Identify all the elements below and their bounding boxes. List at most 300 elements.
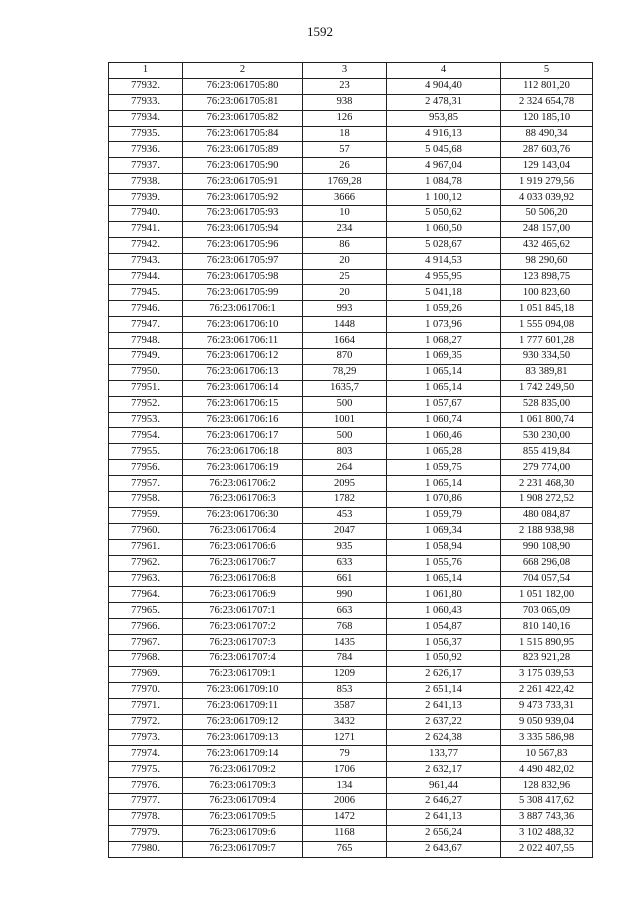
table-cell-col4: 1 065,14 bbox=[387, 571, 501, 587]
table-cell-col2: 76:23:061705:80 bbox=[183, 78, 303, 94]
table-cell-col2: 76:23:061706:8 bbox=[183, 571, 303, 587]
table-cell-col1: 77937. bbox=[109, 158, 183, 174]
table-cell-col3: 1168 bbox=[303, 825, 387, 841]
table-row bbox=[109, 269, 593, 285]
table-cell-col4: 1 056,37 bbox=[387, 635, 501, 651]
table-cell-col4: 1 065,14 bbox=[387, 380, 501, 396]
table-cell-col4: 1 060,46 bbox=[387, 428, 501, 444]
table-row bbox=[109, 412, 593, 428]
table-cell-col4: 5 050,62 bbox=[387, 206, 501, 222]
table-cell-col4: 953,85 bbox=[387, 110, 501, 126]
table-cell-col5: 528 835,00 bbox=[501, 396, 593, 412]
table-cell-col4: 1 059,26 bbox=[387, 301, 501, 317]
table-cell-col3: 768 bbox=[303, 619, 387, 635]
table-row bbox=[109, 396, 593, 412]
table-cell-col1: 77980. bbox=[109, 841, 183, 857]
table-cell-col2: 76:23:061706:7 bbox=[183, 555, 303, 571]
table-cell-col5: 3 102 488,32 bbox=[501, 825, 593, 841]
table-cell-col2: 76:23:061707:1 bbox=[183, 603, 303, 619]
table-cell-col2: 76:23:061709:13 bbox=[183, 730, 303, 746]
table-cell-col4: 1 065,14 bbox=[387, 364, 501, 380]
column-header-2: 2 bbox=[183, 63, 303, 79]
table-cell-col2: 76:23:061706:3 bbox=[183, 492, 303, 508]
table-cell-col5: 5 308 417,62 bbox=[501, 793, 593, 809]
table-cell-col5: 990 108,90 bbox=[501, 539, 593, 555]
table-cell-col1: 77966. bbox=[109, 619, 183, 635]
table-cell-col5: 1 555 094,08 bbox=[501, 317, 593, 333]
table-row bbox=[109, 507, 593, 523]
table-cell-col3: 25 bbox=[303, 269, 387, 285]
table-row bbox=[109, 221, 593, 237]
table-cell-col2: 76:23:061707:3 bbox=[183, 635, 303, 651]
table-cell-col3: 1769,28 bbox=[303, 174, 387, 190]
table-cell-col1: 77970. bbox=[109, 682, 183, 698]
table-row bbox=[109, 619, 593, 635]
table-cell-col3: 23 bbox=[303, 78, 387, 94]
table-cell-col5: 823 921,28 bbox=[501, 650, 593, 666]
table-cell-col1: 77935. bbox=[109, 126, 183, 142]
table-row bbox=[109, 333, 593, 349]
table-cell-col1: 77949. bbox=[109, 349, 183, 365]
table-cell-col2: 76:23:061706:2 bbox=[183, 476, 303, 492]
table-cell-col1: 77964. bbox=[109, 587, 183, 603]
table-cell-col1: 77979. bbox=[109, 825, 183, 841]
table-cell-col3: 765 bbox=[303, 841, 387, 857]
table-row bbox=[109, 110, 593, 126]
table-row bbox=[109, 364, 593, 380]
table-cell-col1: 77947. bbox=[109, 317, 183, 333]
table-cell-col4: 1 058,94 bbox=[387, 539, 501, 555]
table-cell-col4: 5 028,67 bbox=[387, 237, 501, 253]
table-row bbox=[109, 571, 593, 587]
table-row bbox=[109, 809, 593, 825]
table-cell-col4: 1 059,75 bbox=[387, 460, 501, 476]
table-cell-col2: 76:23:061709:7 bbox=[183, 841, 303, 857]
table-row bbox=[109, 237, 593, 253]
table-cell-col3: 453 bbox=[303, 507, 387, 523]
table-row bbox=[109, 555, 593, 571]
table-cell-col4: 1 070,86 bbox=[387, 492, 501, 508]
table-cell-col5: 88 490,34 bbox=[501, 126, 593, 142]
table-cell-col1: 77943. bbox=[109, 253, 183, 269]
table-cell-col1: 77934. bbox=[109, 110, 183, 126]
table-cell-col5: 128 832,96 bbox=[501, 778, 593, 794]
table-cell-col2: 76:23:061709:14 bbox=[183, 746, 303, 762]
table-cell-col4: 1 054,87 bbox=[387, 619, 501, 635]
table-cell-col1: 77957. bbox=[109, 476, 183, 492]
table-cell-col2: 76:23:061709:2 bbox=[183, 762, 303, 778]
table-cell-col1: 77974. bbox=[109, 746, 183, 762]
table-cell-col1: 77963. bbox=[109, 571, 183, 587]
table-cell-col2: 76:23:061709:4 bbox=[183, 793, 303, 809]
table-cell-col3: 234 bbox=[303, 221, 387, 237]
table-cell-col3: 1271 bbox=[303, 730, 387, 746]
table-cell-col3: 784 bbox=[303, 650, 387, 666]
table-cell-col5: 9 050 939,04 bbox=[501, 714, 593, 730]
table-cell-col5: 3 335 586,98 bbox=[501, 730, 593, 746]
table-cell-col3: 26 bbox=[303, 158, 387, 174]
table-cell-col1: 77962. bbox=[109, 555, 183, 571]
table-cell-col3: 1664 bbox=[303, 333, 387, 349]
table-row bbox=[109, 603, 593, 619]
table-cell-col2: 76:23:061706:4 bbox=[183, 523, 303, 539]
table-cell-col3: 500 bbox=[303, 428, 387, 444]
table-cell-col4: 1 069,34 bbox=[387, 523, 501, 539]
table-cell-col1: 77939. bbox=[109, 190, 183, 206]
table-cell-col4: 2 641,13 bbox=[387, 809, 501, 825]
table-cell-col4: 1 073,96 bbox=[387, 317, 501, 333]
table-cell-col4: 1 059,79 bbox=[387, 507, 501, 523]
table-cell-col2: 76:23:061706:11 bbox=[183, 333, 303, 349]
table-row bbox=[109, 635, 593, 651]
table-cell-col2: 76:23:061709:1 bbox=[183, 666, 303, 682]
table-cell-col4: 1 068,27 bbox=[387, 333, 501, 349]
table-row bbox=[109, 825, 593, 841]
table-cell-col2: 76:23:061706:12 bbox=[183, 349, 303, 365]
table-cell-col5: 4 490 482,02 bbox=[501, 762, 593, 778]
table-cell-col4: 2 651,14 bbox=[387, 682, 501, 698]
table-cell-col5: 2 231 468,30 bbox=[501, 476, 593, 492]
table-cell-col5: 3 175 039,53 bbox=[501, 666, 593, 682]
table-cell-col5: 4 033 039,92 bbox=[501, 190, 593, 206]
table-cell-col2: 76:23:061705:97 bbox=[183, 253, 303, 269]
table-cell-col3: 663 bbox=[303, 603, 387, 619]
table-cell-col5: 287 603,76 bbox=[501, 142, 593, 158]
table-cell-col3: 1472 bbox=[303, 809, 387, 825]
table-cell-col5: 98 290,60 bbox=[501, 253, 593, 269]
table-cell-col4: 4 904,40 bbox=[387, 78, 501, 94]
table-cell-col2: 76:23:061706:6 bbox=[183, 539, 303, 555]
table-cell-col5: 480 084,87 bbox=[501, 507, 593, 523]
table-cell-col4: 1 060,43 bbox=[387, 603, 501, 619]
table-cell-col5: 1 051 845,18 bbox=[501, 301, 593, 317]
table-cell-col1: 77942. bbox=[109, 237, 183, 253]
table-cell-col3: 86 bbox=[303, 237, 387, 253]
table-row bbox=[109, 539, 593, 555]
table-cell-col2: 76:23:061705:81 bbox=[183, 94, 303, 110]
table-cell-col3: 1635,7 bbox=[303, 380, 387, 396]
table-row bbox=[109, 666, 593, 682]
table-cell-col2: 76:23:061706:9 bbox=[183, 587, 303, 603]
table-cell-col3: 126 bbox=[303, 110, 387, 126]
table-cell-col4: 2 632,17 bbox=[387, 762, 501, 778]
table-row bbox=[109, 762, 593, 778]
table-cell-col2: 76:23:061709:10 bbox=[183, 682, 303, 698]
table-cell-col2: 76:23:061707:4 bbox=[183, 650, 303, 666]
table-cell-col3: 633 bbox=[303, 555, 387, 571]
table-cell-col2: 76:23:061709:5 bbox=[183, 809, 303, 825]
table-row bbox=[109, 190, 593, 206]
table-cell-col5: 248 157,00 bbox=[501, 221, 593, 237]
table-cell-col1: 77972. bbox=[109, 714, 183, 730]
table-cell-col2: 76:23:061706:30 bbox=[183, 507, 303, 523]
table-cell-col1: 77975. bbox=[109, 762, 183, 778]
table-cell-col5: 123 898,75 bbox=[501, 269, 593, 285]
table-cell-col2: 76:23:061706:10 bbox=[183, 317, 303, 333]
table-row bbox=[109, 174, 593, 190]
table-cell-col4: 2 626,17 bbox=[387, 666, 501, 682]
table-cell-col1: 77932. bbox=[109, 78, 183, 94]
table-row bbox=[109, 317, 593, 333]
table-cell-col2: 76:23:061705:96 bbox=[183, 237, 303, 253]
table-cell-col5: 1 919 279,56 bbox=[501, 174, 593, 190]
table-cell-col2: 76:23:061706:14 bbox=[183, 380, 303, 396]
table-row bbox=[109, 778, 593, 794]
table-cell-col2: 76:23:061706:15 bbox=[183, 396, 303, 412]
table-cell-col4: 4 955,95 bbox=[387, 269, 501, 285]
table-cell-col4: 133,77 bbox=[387, 746, 501, 762]
table-cell-col4: 5 041,18 bbox=[387, 285, 501, 301]
table-cell-col5: 2 261 422,42 bbox=[501, 682, 593, 698]
table-body bbox=[109, 78, 593, 857]
table-cell-col2: 76:23:061705:84 bbox=[183, 126, 303, 142]
table-cell-col1: 77977. bbox=[109, 793, 183, 809]
table-cell-col5: 703 065,09 bbox=[501, 603, 593, 619]
table-cell-col3: 2095 bbox=[303, 476, 387, 492]
table-cell-col3: 1448 bbox=[303, 317, 387, 333]
table-cell-col1: 77944. bbox=[109, 269, 183, 285]
table-row bbox=[109, 460, 593, 476]
table-cell-col1: 77968. bbox=[109, 650, 183, 666]
table-cell-col5: 112 801,20 bbox=[501, 78, 593, 94]
column-header-5: 5 bbox=[501, 63, 593, 79]
table-cell-col1: 77950. bbox=[109, 364, 183, 380]
table-cell-col5: 279 774,00 bbox=[501, 460, 593, 476]
table-cell-col4: 1 050,92 bbox=[387, 650, 501, 666]
table-cell-col1: 77953. bbox=[109, 412, 183, 428]
table-cell-col1: 77978. bbox=[109, 809, 183, 825]
table-cell-col2: 76:23:061706:19 bbox=[183, 460, 303, 476]
table-cell-col2: 76:23:061705:94 bbox=[183, 221, 303, 237]
table-cell-col3: 803 bbox=[303, 444, 387, 460]
table-cell-col3: 500 bbox=[303, 396, 387, 412]
table-cell-col3: 2006 bbox=[303, 793, 387, 809]
table-cell-col2: 76:23:061706:17 bbox=[183, 428, 303, 444]
table-cell-col5: 855 419,84 bbox=[501, 444, 593, 460]
table-cell-col4: 4 914,53 bbox=[387, 253, 501, 269]
table-row bbox=[109, 730, 593, 746]
table-cell-col5: 432 465,62 bbox=[501, 237, 593, 253]
table-row bbox=[109, 476, 593, 492]
table-cell-col4: 5 045,68 bbox=[387, 142, 501, 158]
table-cell-col2: 76:23:061706:1 bbox=[183, 301, 303, 317]
table-cell-col4: 4 916,13 bbox=[387, 126, 501, 142]
table-cell-col3: 870 bbox=[303, 349, 387, 365]
table-cell-col4: 2 656,24 bbox=[387, 825, 501, 841]
table-cell-col2: 76:23:061705:98 bbox=[183, 269, 303, 285]
page-number: 1592 bbox=[307, 24, 333, 39]
table-row bbox=[109, 206, 593, 222]
table-cell-col1: 77960. bbox=[109, 523, 183, 539]
table-cell-col4: 1 055,76 bbox=[387, 555, 501, 571]
table-cell-col3: 3587 bbox=[303, 698, 387, 714]
table-cell-col5: 1 777 601,28 bbox=[501, 333, 593, 349]
table-row bbox=[109, 492, 593, 508]
table-cell-col3: 18 bbox=[303, 126, 387, 142]
table-cell-col1: 77951. bbox=[109, 380, 183, 396]
table-cell-col4: 1 084,78 bbox=[387, 174, 501, 190]
table-cell-col1: 77973. bbox=[109, 730, 183, 746]
table-cell-col1: 77933. bbox=[109, 94, 183, 110]
table-cell-col4: 1 057,67 bbox=[387, 396, 501, 412]
cadastral-table bbox=[108, 62, 593, 858]
table-row bbox=[109, 650, 593, 666]
table-row bbox=[109, 301, 593, 317]
table-row bbox=[109, 523, 593, 539]
table-cell-col2: 76:23:061709:3 bbox=[183, 778, 303, 794]
table-cell-col3: 993 bbox=[303, 301, 387, 317]
table-cell-col2: 76:23:061706:18 bbox=[183, 444, 303, 460]
table-cell-col1: 77969. bbox=[109, 666, 183, 682]
table-cell-col5: 704 057,54 bbox=[501, 571, 593, 587]
table-cell-col5: 1 742 249,50 bbox=[501, 380, 593, 396]
table-row bbox=[109, 444, 593, 460]
table-cell-col3: 1001 bbox=[303, 412, 387, 428]
table-cell-col1: 77955. bbox=[109, 444, 183, 460]
table-row bbox=[109, 793, 593, 809]
table-cell-col5: 83 389,81 bbox=[501, 364, 593, 380]
table-cell-col5: 668 296,08 bbox=[501, 555, 593, 571]
table-cell-col4: 1 100,12 bbox=[387, 190, 501, 206]
table-cell-col2: 76:23:061705:99 bbox=[183, 285, 303, 301]
table-cell-col1: 77956. bbox=[109, 460, 183, 476]
table-row bbox=[109, 285, 593, 301]
table-cell-col2: 76:23:061709:6 bbox=[183, 825, 303, 841]
table-cell-col1: 77967. bbox=[109, 635, 183, 651]
table-cell-col5: 2 188 938,98 bbox=[501, 523, 593, 539]
table-cell-col3: 57 bbox=[303, 142, 387, 158]
table-cell-col3: 661 bbox=[303, 571, 387, 587]
table-cell-col4: 2 643,67 bbox=[387, 841, 501, 857]
table-cell-col5: 9 473 733,31 bbox=[501, 698, 593, 714]
table-cell-col1: 77959. bbox=[109, 507, 183, 523]
table-cell-col1: 77965. bbox=[109, 603, 183, 619]
table-row bbox=[109, 698, 593, 714]
table-cell-col4: 2 646,27 bbox=[387, 793, 501, 809]
table-cell-col3: 79 bbox=[303, 746, 387, 762]
table-cell-col2: 76:23:061706:13 bbox=[183, 364, 303, 380]
table-cell-col1: 77946. bbox=[109, 301, 183, 317]
table-cell-col2: 76:23:061705:90 bbox=[183, 158, 303, 174]
table-cell-col1: 77976. bbox=[109, 778, 183, 794]
table-cell-col1: 77941. bbox=[109, 221, 183, 237]
table-cell-col1: 77958. bbox=[109, 492, 183, 508]
table-cell-col4: 2 637,22 bbox=[387, 714, 501, 730]
table-cell-col1: 77945. bbox=[109, 285, 183, 301]
table-cell-col2: 76:23:061705:82 bbox=[183, 110, 303, 126]
table-row bbox=[109, 94, 593, 110]
table-cell-col2: 76:23:061709:12 bbox=[183, 714, 303, 730]
table-cell-col3: 2047 bbox=[303, 523, 387, 539]
table-cell-col4: 1 065,28 bbox=[387, 444, 501, 460]
table-cell-col5: 50 506,20 bbox=[501, 206, 593, 222]
table-cell-col5: 2 022 407,55 bbox=[501, 841, 593, 857]
table-row bbox=[109, 253, 593, 269]
table-cell-col1: 77954. bbox=[109, 428, 183, 444]
table-cell-col2: 76:23:061705:89 bbox=[183, 142, 303, 158]
table-cell-col3: 1706 bbox=[303, 762, 387, 778]
table-cell-col3: 1209 bbox=[303, 666, 387, 682]
table-cell-col2: 76:23:061705:93 bbox=[183, 206, 303, 222]
table-cell-col2: 76:23:061707:2 bbox=[183, 619, 303, 635]
table-cell-col5: 2 324 654,78 bbox=[501, 94, 593, 110]
table-row bbox=[109, 349, 593, 365]
table-cell-col3: 938 bbox=[303, 94, 387, 110]
table-cell-col2: 76:23:061706:16 bbox=[183, 412, 303, 428]
table-cell-col1: 77971. bbox=[109, 698, 183, 714]
table-cell-col5: 1 051 182,00 bbox=[501, 587, 593, 603]
table-cell-col1: 77940. bbox=[109, 206, 183, 222]
table-cell-col3: 20 bbox=[303, 285, 387, 301]
table-cell-col3: 990 bbox=[303, 587, 387, 603]
table-cell-col1: 77936. bbox=[109, 142, 183, 158]
column-header-4: 4 bbox=[387, 63, 501, 79]
table-cell-col3: 935 bbox=[303, 539, 387, 555]
table-cell-col3: 3666 bbox=[303, 190, 387, 206]
table-cell-col4: 961,44 bbox=[387, 778, 501, 794]
table-cell-col4: 1 065,14 bbox=[387, 476, 501, 492]
table-cell-col2: 76:23:061705:91 bbox=[183, 174, 303, 190]
table-row bbox=[109, 682, 593, 698]
table-cell-col5: 810 140,16 bbox=[501, 619, 593, 635]
table-cell-col3: 1782 bbox=[303, 492, 387, 508]
table-row bbox=[109, 714, 593, 730]
table-cell-col4: 1 060,50 bbox=[387, 221, 501, 237]
table-row bbox=[109, 142, 593, 158]
table-row bbox=[109, 380, 593, 396]
table-cell-col5: 100 823,60 bbox=[501, 285, 593, 301]
table-cell-col5: 10 567,83 bbox=[501, 746, 593, 762]
table-row bbox=[109, 587, 593, 603]
table-cell-col1: 77961. bbox=[109, 539, 183, 555]
table-row bbox=[109, 428, 593, 444]
table-cell-col5: 129 143,04 bbox=[501, 158, 593, 174]
table-cell-col3: 134 bbox=[303, 778, 387, 794]
table-cell-col5: 3 887 743,36 bbox=[501, 809, 593, 825]
table-cell-col4: 2 624,38 bbox=[387, 730, 501, 746]
table-cell-col2: 76:23:061705:92 bbox=[183, 190, 303, 206]
table-cell-col1: 77938. bbox=[109, 174, 183, 190]
table-cell-col5: 1 515 890,95 bbox=[501, 635, 593, 651]
table-cell-col5: 530 230,00 bbox=[501, 428, 593, 444]
table-row bbox=[109, 78, 593, 94]
table-cell-col5: 120 185,10 bbox=[501, 110, 593, 126]
table-cell-col3: 3432 bbox=[303, 714, 387, 730]
table-cell-col4: 1 061,80 bbox=[387, 587, 501, 603]
table-row bbox=[109, 158, 593, 174]
table-cell-col4: 4 967,04 bbox=[387, 158, 501, 174]
table-cell-col4: 2 478,31 bbox=[387, 94, 501, 110]
table-cell-col3: 853 bbox=[303, 682, 387, 698]
column-header-3: 3 bbox=[303, 63, 387, 79]
table-cell-col5: 1 061 800,74 bbox=[501, 412, 593, 428]
table-cell-col3: 78,29 bbox=[303, 364, 387, 380]
table-row bbox=[109, 841, 593, 857]
table-cell-col2: 76:23:061709:11 bbox=[183, 698, 303, 714]
table-cell-col4: 1 069,35 bbox=[387, 349, 501, 365]
table-cell-col3: 10 bbox=[303, 206, 387, 222]
table-cell-col1: 77952. bbox=[109, 396, 183, 412]
table-cell-col1: 77948. bbox=[109, 333, 183, 349]
table-cell-col3: 20 bbox=[303, 253, 387, 269]
table-row bbox=[109, 126, 593, 142]
table-cell-col5: 1 908 272,52 bbox=[501, 492, 593, 508]
table-cell-col3: 1435 bbox=[303, 635, 387, 651]
table-cell-col5: 930 334,50 bbox=[501, 349, 593, 365]
table-row bbox=[109, 746, 593, 762]
column-header-1: 1 bbox=[109, 63, 183, 79]
header-row bbox=[109, 63, 593, 79]
